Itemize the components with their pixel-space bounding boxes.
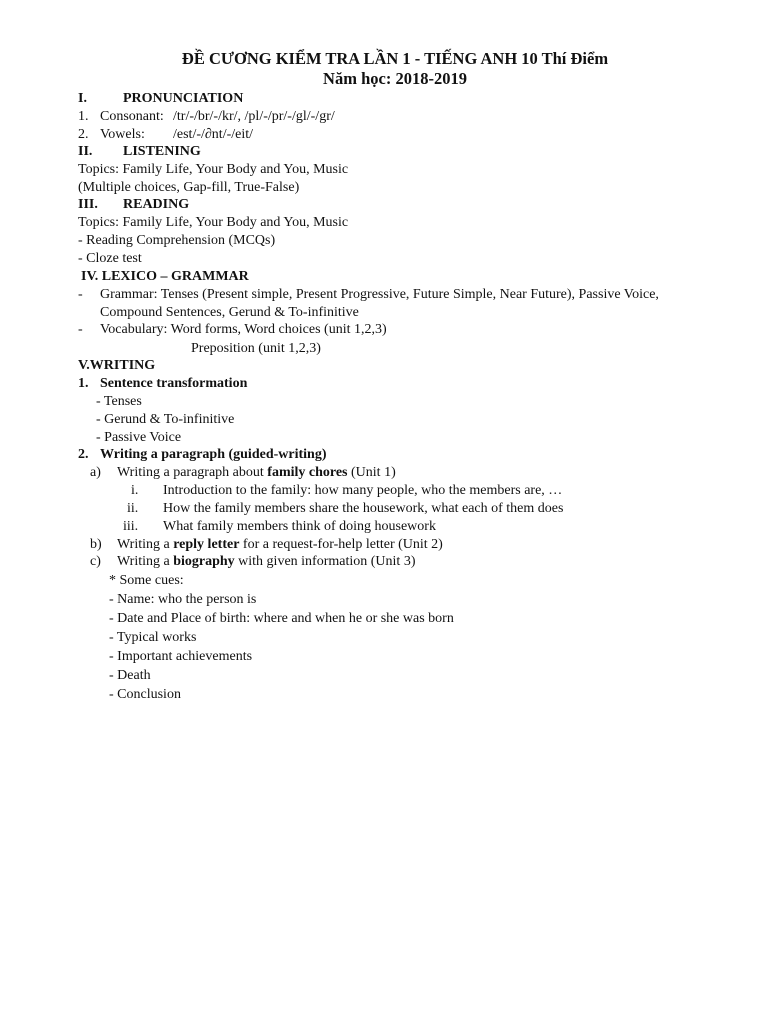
writing-task-b: Writing a reply letter for a request-for-help letter (Unit 2) bbox=[117, 537, 443, 552]
list-item: - Passive Voice bbox=[96, 430, 182, 445]
section-number: II. bbox=[78, 144, 93, 159]
list-number: 1. bbox=[78, 109, 89, 124]
document-title: ĐỀ CƯƠNG KIỂM TRA LẦN 1 - TIẾNG ANH 10 Thí Điểm bbox=[181, 49, 609, 68]
list-number: 2. bbox=[78, 127, 89, 142]
subheading-paragraph-writing: Writing a paragraph (guided-writing) bbox=[100, 447, 327, 462]
cue-line: - Conclusion bbox=[109, 687, 181, 702]
bullet-dash: - bbox=[78, 322, 83, 337]
cue-line: * Some cues: bbox=[109, 573, 184, 588]
cue-line: - Important achievements bbox=[109, 649, 253, 664]
list-item: What family members think of doing housework bbox=[163, 519, 436, 534]
grammar-line: Compound Sentences, Gerund & To-infinitive bbox=[100, 305, 359, 320]
cue-line: - Death bbox=[109, 668, 151, 683]
list-letter: c) bbox=[90, 554, 101, 569]
list-value: /tr/-/br/-/kr/, /pl/-/pr/-/gl/-/gr/ bbox=[173, 109, 335, 124]
school-year: Năm học: 2018-2019 bbox=[323, 69, 467, 88]
preposition-line: Preposition (unit 1,2,3) bbox=[191, 341, 321, 356]
writing-task-a: Writing a paragraph about family chores (Unit 1) bbox=[117, 465, 396, 480]
section-heading-writing: V.WRITING bbox=[78, 358, 156, 373]
list-value: /est/-/∂nt/-/eit/ bbox=[173, 127, 254, 142]
list-letter: b) bbox=[90, 537, 102, 552]
cue-line: - Date and Place of birth: where and when he or she was born bbox=[109, 611, 454, 626]
text-line: (Multiple choices, Gap-fill, True-False) bbox=[78, 180, 300, 195]
subheading-sentence-transformation: Sentence transformation bbox=[100, 376, 248, 391]
text-line: Topics: Family Life, Your Body and You, Music bbox=[78, 162, 349, 177]
section-heading-reading: READING bbox=[123, 197, 190, 212]
roman-number: ii. bbox=[127, 501, 139, 516]
writing-task-c: Writing a biography with given information (Unit 3) bbox=[117, 554, 416, 569]
section-heading-listening: LISTENING bbox=[123, 144, 201, 159]
section-heading-pronunciation: PRONUNCIATION bbox=[123, 91, 244, 106]
list-letter: a) bbox=[90, 465, 101, 480]
list-label: Vowels: bbox=[100, 127, 145, 142]
section-heading-lexico-grammar: IV. LEXICO – GRAMMAR bbox=[81, 269, 249, 284]
section-number: I. bbox=[78, 91, 87, 106]
grammar-line: Grammar: Tenses (Present simple, Present Progressive, Future Simple, Near Future), Passive Voice, bbox=[100, 287, 659, 302]
list-item: How the family members share the housework, what each of them does bbox=[163, 501, 564, 516]
list-number: 2. bbox=[78, 447, 89, 462]
roman-number: i. bbox=[131, 483, 139, 498]
list-item: Introduction to the family: how many people, who the members are, … bbox=[163, 483, 563, 498]
list-label: Consonant: bbox=[100, 109, 164, 124]
roman-number: iii. bbox=[123, 519, 139, 534]
list-number: 1. bbox=[78, 376, 89, 391]
vocabulary-line: Vocabulary: Word forms, Word choices (unit 1,2,3) bbox=[100, 322, 387, 337]
text-line: - Cloze test bbox=[78, 251, 142, 266]
cue-line: - Name: who the person is bbox=[109, 592, 257, 607]
text-line: Topics: Family Life, Your Body and You, Music bbox=[78, 215, 349, 230]
bullet-dash: - bbox=[78, 287, 83, 302]
list-item: - Gerund & To-infinitive bbox=[96, 412, 235, 427]
cue-line: - Typical works bbox=[109, 630, 197, 645]
text-line: - Reading Comprehension (MCQs) bbox=[78, 233, 276, 248]
section-number: III. bbox=[78, 197, 98, 212]
list-item: - Tenses bbox=[96, 394, 142, 409]
